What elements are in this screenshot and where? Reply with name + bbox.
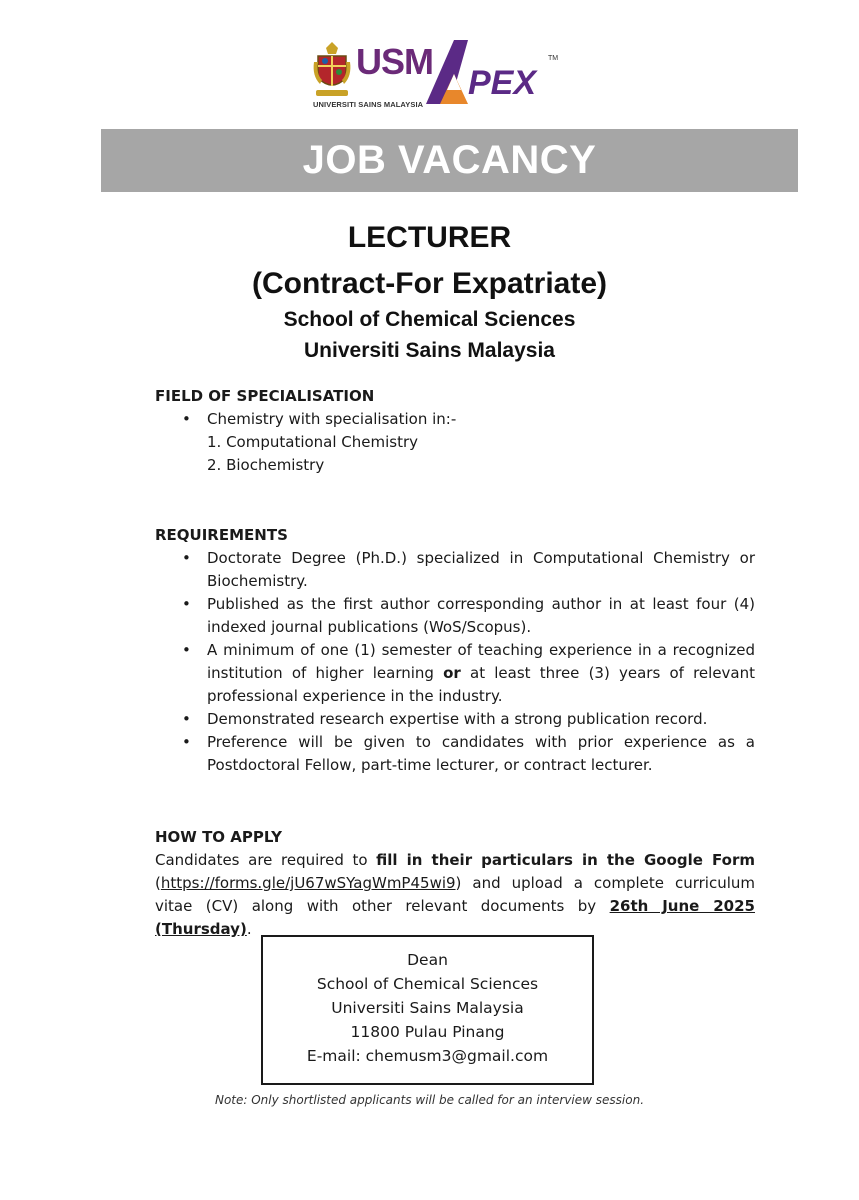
deadline-date: 26th June 2025 (Thursday) xyxy=(155,897,755,938)
svg-text:PEX: PEX xyxy=(468,64,537,102)
specialisation-item: 2. Biochemistry xyxy=(207,456,325,474)
apply-heading: HOW TO APPLY xyxy=(155,828,282,846)
requirement-item: • Doctorate Degree (Ph.D.) specialized in Computational Chemistry or Biochemistry. xyxy=(155,547,755,593)
apply-text: and upload a complete curriculum xyxy=(461,874,755,892)
contact-line: Dean xyxy=(407,951,448,969)
job-vacancy-banner: JOB VACANCY xyxy=(101,129,798,192)
contract-type: (Contract-For Expatriate) xyxy=(251,267,608,300)
usm-logo-name: UNIVERSITI SAINS MALAYSIA xyxy=(313,100,424,109)
link-close-paren: ) xyxy=(455,874,462,892)
apply-line xyxy=(155,849,755,872)
shortlist-note: Note: Only shortlisted applicants will be called for an interview session. xyxy=(214,1093,645,1107)
requirement-text: A minimum of one (1) semester of teaching experience in a recognized institution of higher learning xyxy=(207,641,755,682)
contact-address-box xyxy=(261,935,594,1085)
requirement-item: • Published as the first author corresponding author in at least four (4) indexed journal publications (WoS/Scopus). xyxy=(155,593,755,639)
apply-instructions xyxy=(155,849,755,941)
link-open-paren: ( xyxy=(155,874,161,892)
requirements-heading: REQUIREMENTS xyxy=(155,526,288,544)
specialisation-heading: FIELD OF SPECIALISATION xyxy=(155,387,375,405)
apex-logo-icon xyxy=(424,38,564,110)
apply-text: . xyxy=(246,920,252,938)
specialisation-list xyxy=(155,408,755,431)
contact-line: Universiti Sains Malaysia xyxy=(331,999,524,1017)
apply-emphasis: fill in their particulars in the Google Form xyxy=(376,851,755,869)
requirement-item: • Demonstrated research expertise with a strong publication record. xyxy=(155,708,755,731)
google-form-link[interactable]: https://forms.gle/jU67wSYagWmP45wi9 xyxy=(160,874,456,892)
requirement-item xyxy=(155,639,755,708)
specialisation-item: 1. Computational Chemistry xyxy=(207,433,419,451)
contact-email: E-mail: chemusm3@gmail.com xyxy=(306,1047,549,1065)
specialisation-bullet: • Chemistry with specialisation in:- xyxy=(155,408,755,431)
requirement-item: • Preference will be given to candidates with prior experience as a Postdoctoral Fellow, part-time lecturer, or contract lecturer. xyxy=(155,731,755,777)
apex-tm: TM xyxy=(548,55,559,62)
usm-crest-icon xyxy=(312,40,352,100)
position-title: LECTURER xyxy=(347,221,512,254)
contact-line: School of Chemical Sciences xyxy=(316,975,539,993)
apply-text: vitae (CV) along with other relevant documents by xyxy=(155,897,610,915)
apply-line xyxy=(155,872,755,895)
specialisation-subitems xyxy=(207,431,418,477)
school-name: School of Chemical Sciences xyxy=(283,308,576,331)
requirements-list xyxy=(155,547,755,777)
requirement-emphasis: or xyxy=(443,664,461,682)
contact-line: 11800 Pulau Pinang xyxy=(350,1023,505,1041)
logo-bar xyxy=(0,36,859,112)
usm-logo-mark: USM xyxy=(356,41,433,82)
university-name: Universiti Sains Malaysia xyxy=(304,339,555,362)
apply-text: Candidates are required to xyxy=(155,851,377,869)
requirement-text: at least three (3) years of relevant professional experience in the industry. xyxy=(207,664,756,705)
